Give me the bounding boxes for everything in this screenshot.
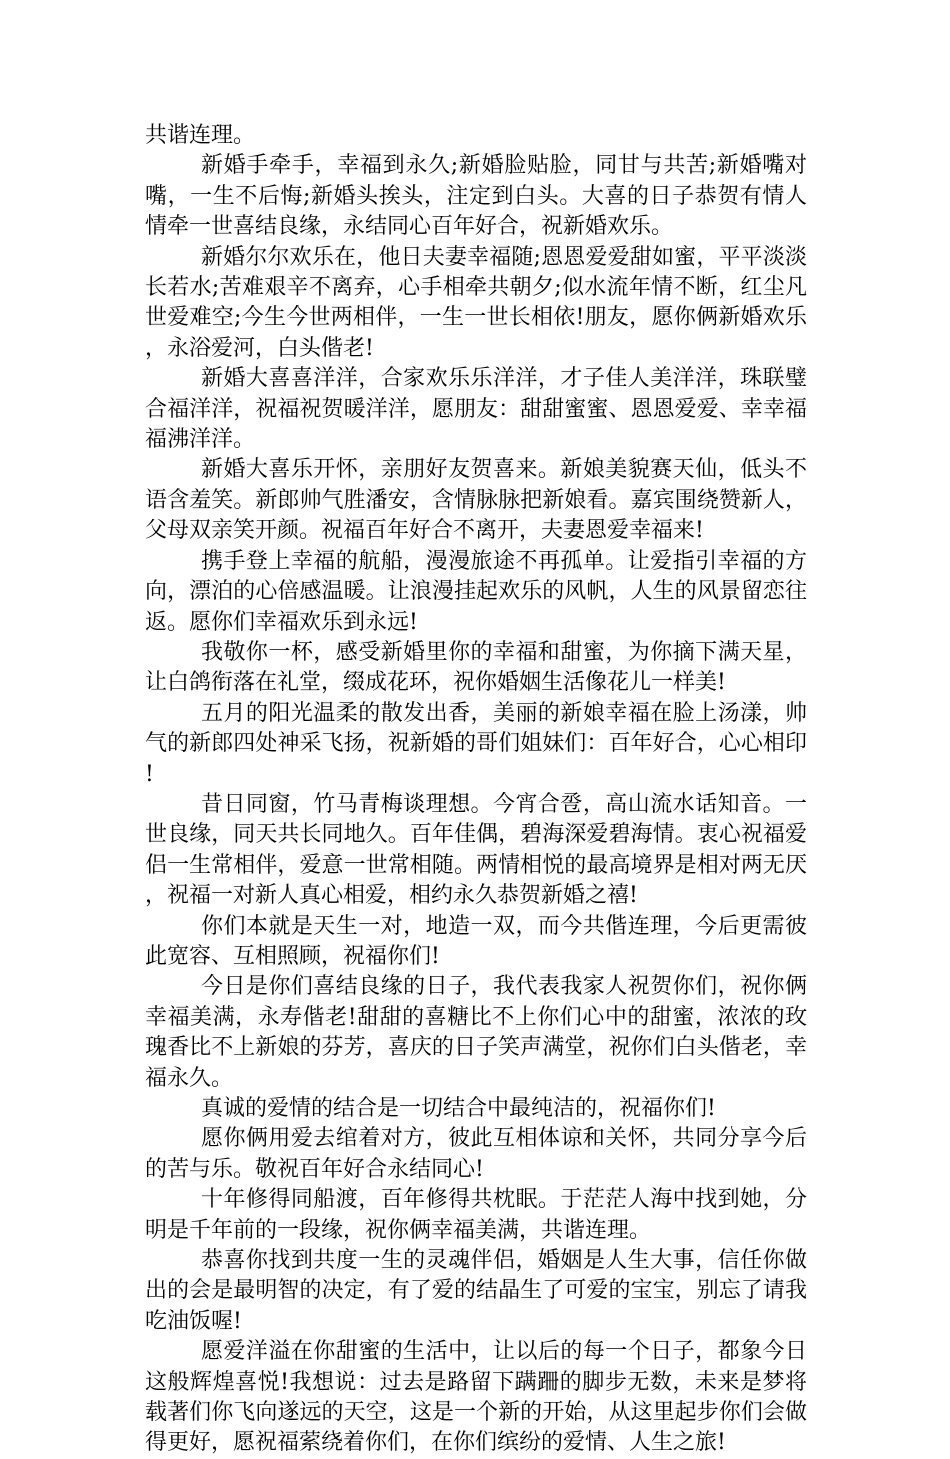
paragraph: 今日是你们喜结良缘的日子，我代表我家人祝贺你们，祝你俩幸福美满，永寿偕老!甜甜的喜糖比不上你们心中的甜蜜，浓浓的玫瑰香比不上新娘的芬芳，喜庆的日子笑声满堂，祝你们白头偕老，幸福永久。 [145,974,807,1091]
document-page [145,121,807,1459]
paragraph: 新婚大喜喜洋洋，合家欢乐乐洋洋，才子佳人美洋洋，珠联璧合福洋洋，祝福祝贺暖洋洋，愿朋友：甜甜蜜蜜、恩恩爱爱、幸幸福福沸洋洋。 [145,366,807,453]
paragraph: 五月的阳光温柔的散发出香，美丽的新娘幸福在脸上汤漾，帅气的新郎四处神采飞扬，祝新婚的哥们姐妹们：百年好合，心心相印! [145,700,807,787]
paragraph: 新婚尔尔欢乐在，他日夫妻幸福随;恩恩爱爱甜如蜜，平平淡淡长若水;苦难艰辛不离弃，心手相牵共朝夕;似水流年情不断，红尘凡世爱难空;今生今世两相伴，一生一世长相依!朋友，愿你俩新婚欢乐，永浴爱河，白头偕老! [145,244,807,361]
paragraph: 愿你俩用爱去绾着对方，彼此互相体谅和关怀，共同分享今后的苦与乐。敬祝百年好合永结同心! [145,1126,807,1182]
paragraph: 十年修得同船渡，百年修得共枕眠。于茫茫人海中找到她，分明是千年前的一段缘，祝你俩幸福美满，共谐连理。 [145,1187,807,1243]
paragraph-continuation: 共谐连理。 [145,123,256,148]
paragraph: 你们本就是天生一对，地造一双，而今共偕连理，今后更需彼此宽容、互相照顾，祝福你们! [145,913,807,969]
paragraph: 新婚大喜乐开怀，亲朋好友贺喜来。新娘美貌赛天仙，低头不语含羞笑。新郎帅气胜潘安，含情脉脉把新娘看。嘉宾围绕赞新人，父母双亲笑开颜。祝福百年好合不离开，夫妻恩爱幸福来! [145,457,807,544]
paragraph: 新婚手牵手，幸福到永久;新婚脸贴脸，同甘与共苦;新婚嘴对嘴，一生不后悔;新婚头挨头，注定到白头。大喜的日子恭贺有情人情牵一世喜结良缘，永结同心百年好合，祝新婚欢乐。 [145,153,807,240]
paragraph: 昔日同窗，竹马青梅谈理想。今宵合卺，高山流水话知音。一世良缘，同天共长同地久。百年佳偶，碧海深爱碧海情。衷心祝福爱侣一生常相伴，爱意一世常相随。两情相悦的最高境界是相对两无厌，祝福一对新人真心相爱，相约永久恭贺新婚之禧! [145,791,807,909]
paragraph: 携手登上幸福的航船，漫漫旅途不再孤单。让爱指引幸福的方向，漂泊的心倍感温暖。让浪漫挂起欢乐的风帆，人生的风景留恋往返。愿你们幸福欢乐到永远! [145,548,807,635]
paragraph: 我敬你一杯，感受新婚里你的幸福和甜蜜，为你摘下满天星，让白鸽衔落在礼堂，缀成花环，祝你婚姻生活像花儿一样美! [145,639,807,696]
paragraph: 真诚的爱情的结合是一切结合中最纯洁的，祝福你们! [201,1096,716,1121]
paragraph: 恭喜你找到共度一生的灵魂伴侣，婚姻是人生大事，信任你做出的会是最明智的决定，有了爱的结晶生了可爱的宝宝，别忘了请我吃油饭喔! [145,1248,807,1334]
paragraph: 愿爱洋溢在你甜蜜的生活中，让以后的每一个日子，都象今日这般辉煌喜悦!我想说：过去是路留下蹒跚的脚步无数，未来是梦将载著们你飞向遂远的天空，这是一个新的开始，从这里起步你们会做得更好，愿祝福萦绕着你们，在你们缤纷的爱情、人生之旅! [145,1339,807,1456]
